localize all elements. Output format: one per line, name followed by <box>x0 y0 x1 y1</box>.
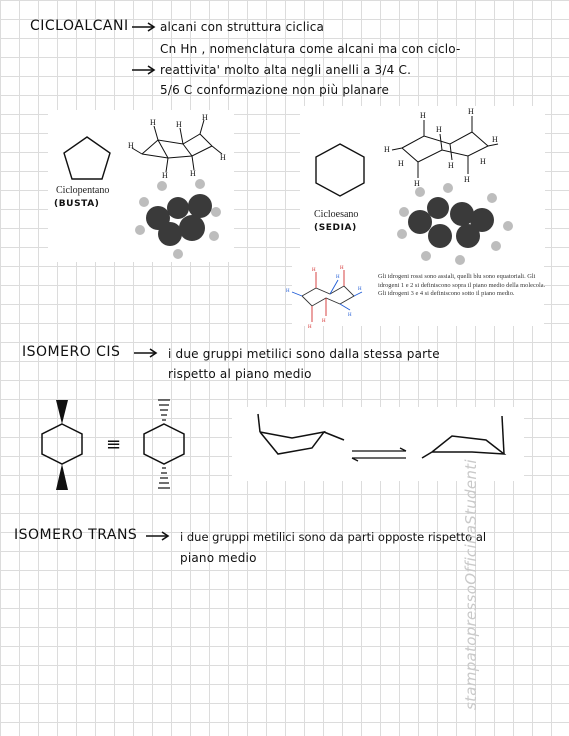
equilibrium-arrows-icon <box>350 448 410 462</box>
cyclopentane-shape-label: (BUSTA) <box>54 199 100 209</box>
svg-text:H: H <box>308 325 312 330</box>
hydrogen-note: Gli idrogeni rossi sono assiali, quelli blu sono equatoriali. Gli idrogeni 1 e 2 si definiscono sopra il piano medio della molecola. Gli idrogeni 3 e 4 si definiscono sotto il piano medio. <box>378 273 546 298</box>
svg-text:H: H <box>150 118 156 127</box>
chair-conformer-left <box>250 412 350 472</box>
svg-text:H: H <box>348 313 352 318</box>
header-line-2: Cn Hn , nomenclatura come alcani ma con ciclo- <box>160 42 461 56</box>
cyclopentane-ball-model <box>134 180 224 260</box>
cyclohexane-shape-label: (SEDIA) <box>314 223 357 233</box>
section-title-trans: ISOMERO TRANS <box>14 527 138 543</box>
svg-text:H: H <box>336 275 340 280</box>
equivalence-symbol: ≡ <box>106 434 122 455</box>
svg-text:H: H <box>340 266 344 271</box>
section-title-cicloalcani: CICLOALCANI <box>30 18 129 34</box>
svg-text:H: H <box>420 111 426 120</box>
svg-text:H: H <box>414 179 420 188</box>
svg-text:H: H <box>492 135 498 144</box>
svg-text:H: H <box>468 107 474 116</box>
cyclohexane-chair-structure <box>384 106 500 188</box>
svg-text:H: H <box>358 287 362 292</box>
header-line-1: alcani con struttura ciclica <box>160 20 325 34</box>
svg-text:H: H <box>464 175 470 184</box>
svg-text:H: H <box>128 141 134 150</box>
cyclopentane-name: Ciclopentano <box>56 185 110 196</box>
trans-line-1: i due gruppi metilici sono da parti opposte rispetto al <box>180 530 487 544</box>
svg-text:H: H <box>398 159 404 168</box>
watermark: stampatopressoOfficinaStudenti <box>462 459 480 710</box>
svg-text:H: H <box>384 145 390 154</box>
svg-text:H: H <box>162 171 168 180</box>
svg-text:H: H <box>480 157 486 166</box>
svg-text:H: H <box>312 268 316 273</box>
cyclohexane-structure <box>312 142 368 198</box>
axial-equatorial-chair <box>286 266 362 330</box>
svg-text:H: H <box>202 113 208 122</box>
cis-line-2: rispetto al piano medio <box>168 367 312 381</box>
cyclohexane-ball-model <box>396 184 516 264</box>
cis-ring-hashed-structure <box>142 396 192 496</box>
svg-text:H: H <box>448 161 454 170</box>
arrow-icon <box>132 22 162 32</box>
trans-line-2: piano medio <box>180 551 257 565</box>
cyclopentane-structure <box>60 134 120 184</box>
header-line-4: 5/6 C conformazione non più planare <box>160 83 390 97</box>
svg-text:H: H <box>286 289 290 294</box>
header-line-3: reattivita' molto alta negli anelli a 3/4 C. <box>160 63 412 77</box>
section-title-cis: ISOMERO CIS <box>22 344 121 360</box>
cyclopentane-envelope-structure <box>128 113 228 180</box>
svg-text:H: H <box>176 120 182 129</box>
svg-text:H: H <box>190 169 196 178</box>
arrow-icon <box>132 65 162 75</box>
svg-text:H: H <box>436 125 442 134</box>
arrow-icon <box>134 348 164 358</box>
cyclohexane-name: Cicloesano <box>314 209 359 220</box>
cis-line-1: i due gruppi metilici sono dalla stessa parte <box>168 347 440 361</box>
cis-ring-wedge-structure <box>40 396 90 496</box>
svg-text:H: H <box>220 153 226 162</box>
svg-text:H: H <box>322 319 326 324</box>
arrow-icon <box>146 531 176 541</box>
